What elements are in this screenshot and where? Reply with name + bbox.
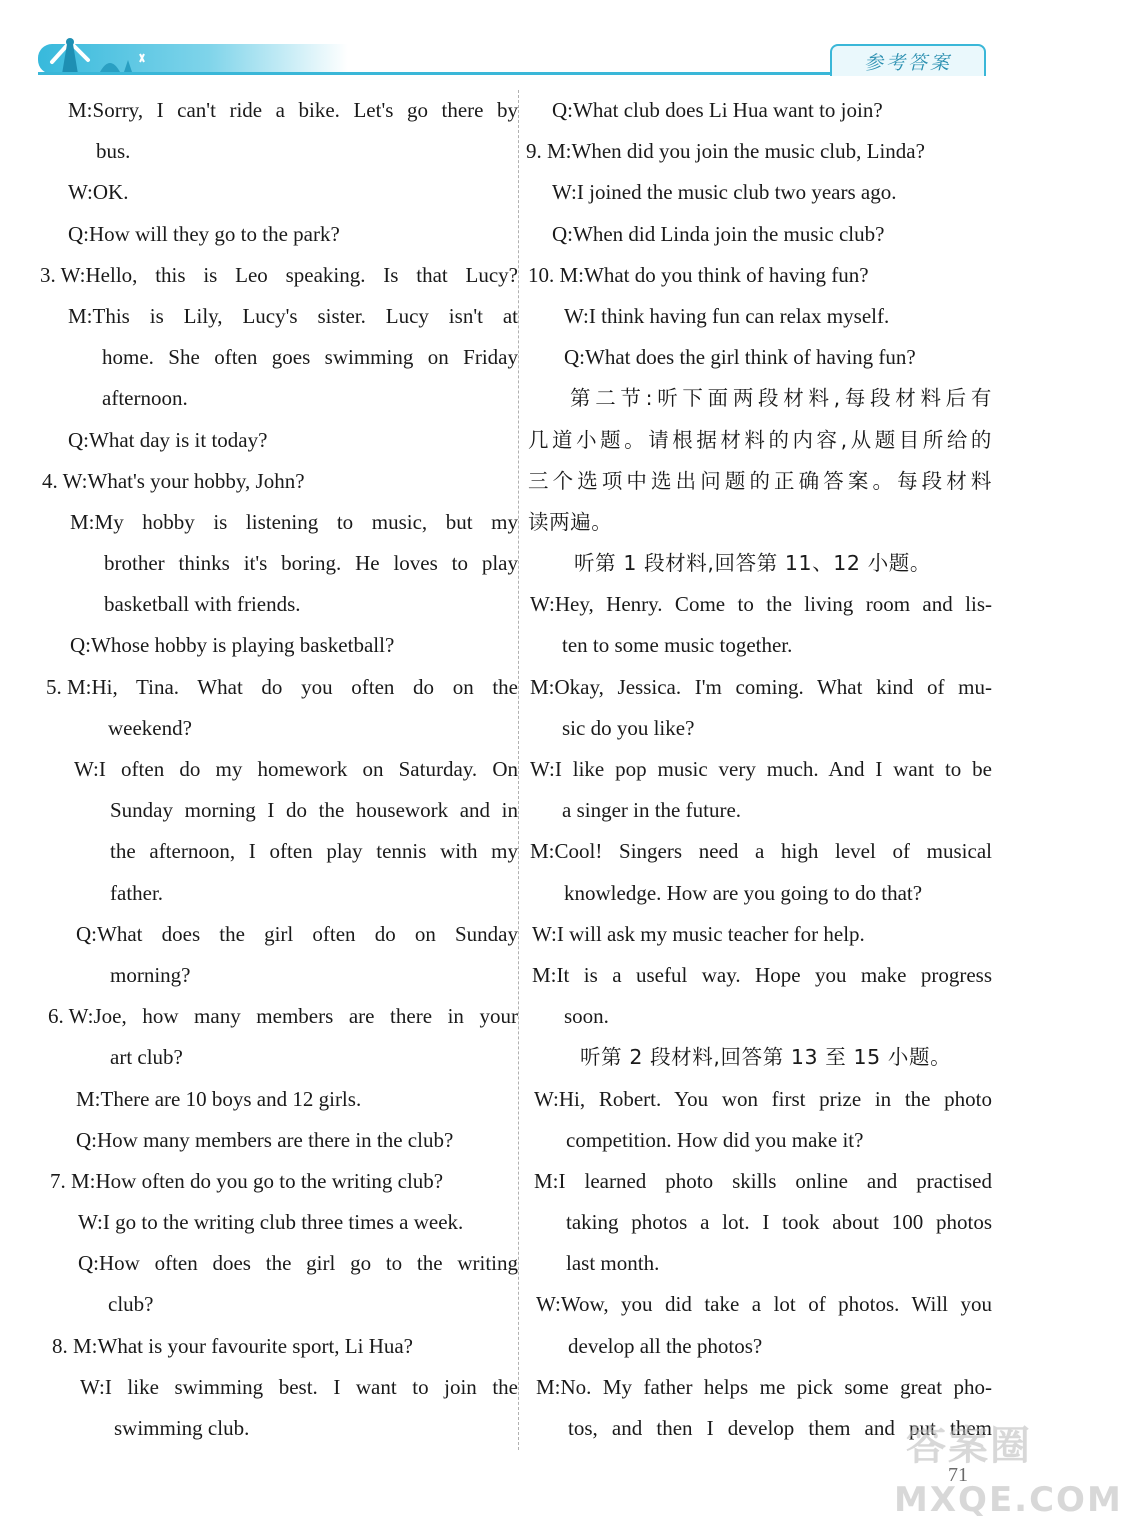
line-text: There are 10 boys and 12 girls. bbox=[100, 1086, 362, 1111]
dialogue-line bbox=[526, 1120, 992, 1161]
speaker-tag: W: bbox=[552, 180, 577, 205]
speaker-tag: 7. M: bbox=[50, 1168, 96, 1193]
speaker-tag: 9. M: bbox=[526, 139, 572, 164]
speaker-tag: M: bbox=[536, 1374, 561, 1399]
dialogue-line bbox=[40, 955, 518, 996]
line-text: Hi, Robert. You won first prize in the photo bbox=[558, 1086, 992, 1111]
dialogue-line bbox=[40, 708, 518, 749]
dialogue-line bbox=[526, 1367, 992, 1408]
dialogue-line bbox=[40, 1326, 518, 1367]
line-text: What day is it today? bbox=[89, 427, 268, 452]
dialogue-line bbox=[526, 996, 992, 1037]
line-text: When did you join the music club, Linda? bbox=[571, 139, 925, 164]
dialogue-line bbox=[526, 172, 992, 213]
speaker-tag: W: bbox=[530, 757, 555, 781]
line-text: Sorry, I can't ride a bike. Let's go there by bbox=[92, 98, 518, 122]
line-text: swimming club. bbox=[114, 1416, 250, 1440]
speaker-tag: Q: bbox=[68, 221, 89, 246]
line-text: Hello, this is Leo speaking. Is that Lucy? bbox=[85, 262, 518, 287]
line-text: 三个选项中选出问题的正确答案。每段材料 bbox=[528, 468, 992, 493]
dialogue-line bbox=[526, 543, 992, 584]
line-text: knowledge. How are you going to do that? bbox=[564, 880, 923, 905]
dialogue-line bbox=[40, 172, 518, 213]
dialogue-line bbox=[40, 831, 518, 872]
dialogue-line bbox=[526, 667, 992, 708]
dialogue-line bbox=[40, 461, 518, 502]
speaker-tag: M: bbox=[68, 303, 93, 328]
dialogue-line bbox=[526, 461, 992, 502]
dialogue-line bbox=[526, 420, 992, 461]
dialogue-line bbox=[40, 543, 518, 584]
line-text: bus. bbox=[96, 139, 131, 164]
dialogue-line bbox=[40, 790, 518, 831]
dialogue-line bbox=[526, 584, 992, 625]
right-column bbox=[526, 90, 992, 1449]
line-text: 第二节:听下面两段材料,每段材料后有 bbox=[570, 386, 992, 411]
dialogue-line bbox=[40, 296, 518, 337]
line-text: OK. bbox=[92, 180, 129, 205]
line-text: My hobby is listening to music, but my bbox=[94, 509, 518, 534]
speaker-tag: 4. W: bbox=[42, 468, 88, 493]
line-text: the afternoon, I often play tennis with my bbox=[110, 839, 518, 864]
speaker-tag: M: bbox=[76, 1086, 101, 1111]
dialogue-line bbox=[526, 255, 992, 296]
speaker-tag: Q: bbox=[76, 1127, 97, 1152]
line-text: What does the girl often do on Sunday bbox=[97, 921, 518, 946]
dialogue-line bbox=[526, 873, 992, 914]
line-text: What is your favourite sport, Li Hua? bbox=[97, 1333, 414, 1358]
speaker-tag: 10. M: bbox=[528, 262, 585, 287]
dialogue-line bbox=[40, 1408, 518, 1449]
dialogue-line bbox=[526, 1079, 992, 1120]
speaker-tag: W: bbox=[534, 1086, 559, 1111]
dialogue-line bbox=[40, 1120, 518, 1161]
speaker-tag: M: bbox=[70, 509, 95, 534]
dialogue-line bbox=[526, 90, 992, 131]
dialogue-line bbox=[526, 914, 992, 955]
line-text: Whose hobby is playing basketball? bbox=[91, 633, 395, 658]
dialogue-line bbox=[40, 337, 518, 378]
dialogue-line bbox=[526, 296, 992, 337]
line-text: Hi, Tina. What do you often do on the bbox=[91, 674, 518, 699]
speaker-tag: Q: bbox=[70, 633, 91, 658]
dialogue-line bbox=[40, 873, 518, 914]
dialogue-line bbox=[40, 584, 518, 625]
speaker-tag: W: bbox=[536, 1292, 561, 1317]
line-text: sic do you like? bbox=[562, 715, 695, 740]
line-text: father. bbox=[110, 880, 164, 905]
speaker-tag: M: bbox=[530, 674, 555, 699]
line-text: I think having fun can relax myself. bbox=[588, 303, 890, 328]
line-text: 几道小题。请根据材料的内容,从题目所给的 bbox=[528, 427, 992, 452]
dialogue-line bbox=[40, 90, 518, 131]
dialogue-line bbox=[40, 1284, 518, 1325]
line-text: 读两遍。 bbox=[528, 509, 613, 534]
dialogue-line bbox=[40, 1161, 518, 1202]
speaker-tag: Q: bbox=[78, 1251, 99, 1276]
line-text: club? bbox=[108, 1292, 154, 1317]
dialogue-line bbox=[526, 625, 992, 666]
dialogue-line bbox=[526, 1326, 992, 1367]
dialogue-line bbox=[526, 955, 992, 996]
line-text: I will ask my music teacher for help. bbox=[556, 921, 865, 946]
dialogue-line bbox=[526, 708, 992, 749]
line-text: tos, and then I develop them and put them bbox=[568, 1416, 992, 1440]
dialogue-line bbox=[40, 625, 518, 666]
speaker-tag: W: bbox=[78, 1210, 103, 1235]
line-text: I joined the music club two years ago. bbox=[576, 180, 897, 205]
speaker-tag: M: bbox=[68, 98, 93, 122]
line-text: Wow, you did take a lot of photos. Will you bbox=[560, 1292, 992, 1317]
line-text: I like swimming best. I want to join the bbox=[104, 1374, 518, 1399]
dialogue-line bbox=[40, 914, 518, 955]
speaker-tag: 6. W: bbox=[48, 1004, 94, 1029]
line-text: No. My father helps me pick some great pho- bbox=[560, 1374, 992, 1399]
dialogue-line bbox=[40, 1037, 518, 1078]
line-text: competition. How did you make it? bbox=[566, 1127, 864, 1152]
dialogue-line bbox=[526, 831, 992, 872]
speaker-tag: W: bbox=[532, 921, 557, 946]
line-text: ten to some music together. bbox=[562, 633, 793, 658]
line-text: afternoon. bbox=[102, 386, 188, 411]
speaker-tag: 3. W: bbox=[40, 262, 86, 287]
speaker-tag: W: bbox=[74, 757, 99, 781]
line-text: a singer in the future. bbox=[562, 798, 742, 823]
dialogue-line bbox=[526, 378, 992, 419]
page-number: 71 bbox=[948, 1464, 968, 1486]
line-text: I learned photo skills online and practised bbox=[558, 1168, 992, 1193]
line-text: I often do my homework on Saturday. On bbox=[98, 757, 518, 781]
page-header bbox=[0, 0, 1062, 84]
line-text: It is a useful way. Hope you make progress bbox=[556, 962, 992, 987]
line-text: 听第 2 段材料,回答第 13 至 15 小题。 bbox=[580, 1045, 952, 1070]
line-text: I like pop music very much. And I want to be bbox=[554, 757, 992, 781]
line-text: What club does Li Hua want to join? bbox=[573, 98, 883, 122]
line-text: Hey, Henry. Come to the living room and lis- bbox=[554, 592, 992, 617]
dialogue-line bbox=[40, 1243, 518, 1284]
answer-section-tab bbox=[830, 44, 986, 76]
line-text: home. She often goes swimming on Friday bbox=[102, 345, 518, 370]
dialogue-line bbox=[40, 1202, 518, 1243]
dialogue-line bbox=[526, 1161, 992, 1202]
dialogue-line bbox=[526, 214, 992, 255]
speaker-tag: W: bbox=[564, 303, 589, 328]
dialogue-line bbox=[40, 1079, 518, 1120]
speaker-tag: W: bbox=[80, 1374, 105, 1399]
speaker-tag: Q: bbox=[564, 345, 585, 370]
dialogue-line bbox=[526, 1243, 992, 1284]
dialogue-line bbox=[526, 131, 992, 172]
line-text: Sunday morning I do the housework and in bbox=[110, 798, 518, 823]
speaker-tag: M: bbox=[530, 839, 555, 864]
line-text: develop all the photos? bbox=[568, 1333, 763, 1358]
line-text: What's your hobby, John? bbox=[87, 468, 305, 493]
line-text: 听第 1 段材料,回答第 11、12 小题。 bbox=[574, 551, 931, 576]
speaker-tag: W: bbox=[530, 592, 555, 617]
answer-section-label: 参考答案 bbox=[863, 51, 952, 74]
line-text: Joe, how many members are there in your bbox=[93, 1004, 518, 1029]
dialogue-line bbox=[526, 749, 992, 790]
dialogue-line bbox=[40, 667, 518, 708]
dialogue-line bbox=[526, 502, 992, 543]
line-text: This is Lily, Lucy's sister. Lucy isn't at bbox=[92, 303, 518, 328]
speaker-tag: Q: bbox=[552, 221, 573, 246]
line-text: I go to the writing club three times a week. bbox=[102, 1210, 464, 1235]
speaker-tag: M: bbox=[534, 1168, 559, 1193]
line-text: When did Linda join the music club? bbox=[573, 221, 885, 246]
dialogue-line bbox=[40, 131, 518, 172]
dialogue-line bbox=[40, 996, 518, 1037]
dialogue-line bbox=[526, 1202, 992, 1243]
line-text: How often does the girl go to the writing bbox=[99, 1251, 518, 1276]
speaker-tag: Q: bbox=[552, 98, 573, 122]
dialogue-line bbox=[526, 790, 992, 831]
speaker-tag: W: bbox=[68, 180, 93, 205]
speaker-tag: 8. M: bbox=[52, 1333, 98, 1358]
left-column bbox=[40, 90, 518, 1449]
watermark-logo: 答案圈 MXQE.COM bbox=[894, 1423, 1123, 1520]
speaker-tag: 5. M: bbox=[46, 674, 92, 699]
line-text: basketball with friends. bbox=[104, 592, 301, 617]
line-text: What do you think of having fun? bbox=[584, 262, 869, 287]
dialogue-line bbox=[40, 378, 518, 419]
line-text: How many members are there in the club? bbox=[97, 1127, 454, 1152]
dialogue-line bbox=[40, 749, 518, 790]
line-text: last month. bbox=[566, 1251, 660, 1276]
speaker-tag: M: bbox=[532, 962, 557, 987]
speaker-tag: Q: bbox=[76, 921, 97, 946]
line-text: taking photos a lot. I took about 100 photos bbox=[566, 1210, 992, 1235]
line-text: art club? bbox=[110, 1045, 183, 1070]
line-text: morning? bbox=[110, 962, 191, 987]
dialogue-line bbox=[526, 337, 992, 378]
line-text: brother thinks it's boring. He loves to play bbox=[104, 551, 518, 576]
dialogue-line bbox=[40, 214, 518, 255]
dialogue-line bbox=[40, 255, 518, 296]
line-text: How will they go to the park? bbox=[89, 221, 340, 246]
column-divider bbox=[518, 90, 519, 1450]
line-text: soon. bbox=[564, 1004, 609, 1029]
line-text: What does the girl think of having fun? bbox=[585, 345, 916, 370]
dialogue-line bbox=[40, 502, 518, 543]
dialogue-line bbox=[40, 1367, 518, 1408]
windmill-icon bbox=[40, 10, 150, 76]
dialogue-line bbox=[40, 420, 518, 461]
dialogue-line bbox=[526, 1284, 992, 1325]
line-text: Okay, Jessica. I'm coming. What kind of mu- bbox=[554, 674, 992, 699]
dialogue-line bbox=[526, 1037, 992, 1078]
line-text: weekend? bbox=[108, 715, 192, 740]
speaker-tag: Q: bbox=[68, 427, 89, 452]
line-text: How often do you go to the writing club? bbox=[95, 1168, 444, 1193]
line-text: Cool! Singers need a high level of musical bbox=[554, 839, 992, 864]
